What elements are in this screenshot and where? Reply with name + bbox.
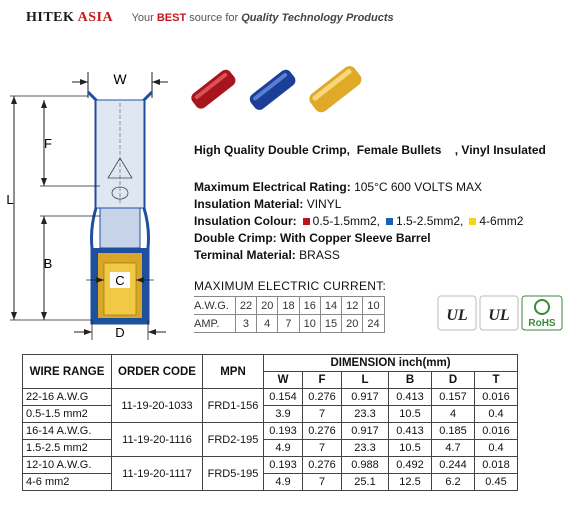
- col-mpn: MPN: [203, 355, 264, 389]
- dim-mm-value: 10.5: [389, 440, 432, 457]
- current-table: [194, 296, 385, 333]
- mpn: FRD2-195: [203, 423, 264, 457]
- table-row: [23, 474, 518, 491]
- dim-mm-value: 0.4: [475, 406, 518, 423]
- dim-mm-value: 7: [303, 474, 342, 491]
- red-swatch: [303, 218, 310, 225]
- dim-inch-value: 0.016: [475, 389, 518, 406]
- dim-mm-value: 0.4: [475, 440, 518, 457]
- spec-terminal: Terminal Material: BRASS: [194, 248, 340, 262]
- spec-rating: Maximum Electrical Rating: 105°C 600 VOLTS MAX: [194, 180, 483, 194]
- dim-inch-value: 0.018: [475, 457, 518, 474]
- tagline: Your BEST source for Quality Technology Products: [131, 12, 394, 24]
- dim-mm-value: 4.7: [432, 440, 475, 457]
- col-wire-range: WIRE RANGE: [23, 355, 112, 389]
- label-w: W: [113, 71, 127, 87]
- table-row: [23, 457, 518, 474]
- spec-colour: Insulation Colour: 0.5-1.5mm2, 1.5-2.5mm2, 4-6mm2: [194, 214, 524, 228]
- dimension-drawing: [0, 58, 170, 348]
- label-b: B: [43, 256, 53, 271]
- cul-logo: [480, 296, 518, 330]
- wire-range-awg: 12-10 A.W.G.: [23, 457, 112, 474]
- dim-inch-value: 0.413: [389, 423, 432, 440]
- spec-crimp: Double Crimp: With Copper Sleeve Barrel: [194, 231, 431, 245]
- table-row: [23, 389, 518, 406]
- dim-inch-value: 0.276: [303, 457, 342, 474]
- dim-inch-value: 0.988: [342, 457, 389, 474]
- wire-range-awg: 16-14 A.W.G.: [23, 423, 112, 440]
- spec-list: [194, 179, 523, 264]
- col-dimension: DIMENSION inch(mm): [264, 355, 518, 372]
- dim-inch-value: 0.185: [432, 423, 475, 440]
- dim-mm-value: 7: [303, 406, 342, 423]
- label-f: F: [44, 136, 52, 151]
- svg-text:UL: UL: [488, 307, 510, 324]
- order-code: 11-19-20-1033: [112, 389, 203, 423]
- dim-col-w: W: [264, 372, 303, 389]
- order-code: 11-19-20-1117: [112, 457, 203, 491]
- dim-inch-value: 0.917: [342, 389, 389, 406]
- dim-mm-value: 3.9: [264, 406, 303, 423]
- page-header: [26, 8, 394, 26]
- yellow-swatch: [469, 218, 476, 225]
- wire-range-mm: 4-6 mm2: [23, 474, 112, 491]
- dim-inch-value: 0.413: [389, 389, 432, 406]
- dim-inch-value: 0.917: [342, 423, 389, 440]
- mpn: FRD1-156: [203, 389, 264, 423]
- dim-mm-value: 23.3: [342, 406, 389, 423]
- dim-inch-value: 0.492: [389, 457, 432, 474]
- dim-inch-value: 0.157: [432, 389, 475, 406]
- table-row: [23, 406, 518, 423]
- dim-col-f: F: [303, 372, 342, 389]
- current-title: MAXIMUM ELECTRIC CURRENT:: [194, 279, 387, 293]
- label-l: L: [6, 192, 14, 207]
- blue-swatch: [386, 218, 393, 225]
- dim-header-row-1: [23, 355, 518, 372]
- dim-inch-value: 0.154: [264, 389, 303, 406]
- dim-mm-value: 25.1: [342, 474, 389, 491]
- dim-col-d: D: [432, 372, 475, 389]
- spec-material: Insulation Material: VINYL: [194, 197, 342, 211]
- dim-mm-value: 10.5: [389, 406, 432, 423]
- dimension-table: [22, 354, 518, 491]
- dim-inch-value: 0.244: [432, 457, 475, 474]
- blue-connector: [247, 67, 297, 112]
- wire-range-mm: 0.5-1.5 mm2: [23, 406, 112, 423]
- dim-mm-value: 23.3: [342, 440, 389, 457]
- dim-inch-value: 0.276: [303, 389, 342, 406]
- amp-row: AMP. 3 4 7 10 15 20 24: [194, 315, 384, 333]
- dim-mm-value: 4: [432, 406, 475, 423]
- product-photo: [186, 60, 376, 120]
- table-row: [23, 440, 518, 457]
- col-order-code: ORDER CODE: [112, 355, 203, 389]
- product-title: High Quality Double Crimp, Female Bullets , Vinyl Insulated: [194, 143, 546, 157]
- dim-inch-value: 0.193: [264, 423, 303, 440]
- dim-mm-value: 4.9: [264, 440, 303, 457]
- wire-range-mm: 1.5-2.5 mm2: [23, 440, 112, 457]
- dim-mm-value: 4.9: [264, 474, 303, 491]
- dim-mm-value: 12.5: [389, 474, 432, 491]
- mpn: FRD5-195: [203, 457, 264, 491]
- svg-text:UL: UL: [446, 307, 468, 324]
- dim-inch-value: 0.193: [264, 457, 303, 474]
- yellow-connector: [307, 63, 365, 115]
- dim-col-l: L: [342, 372, 389, 389]
- dim-inch-value: 0.276: [303, 423, 342, 440]
- dim-col-b: B: [389, 372, 432, 389]
- dim-inch-value: 0.016: [475, 423, 518, 440]
- certification-logos: [436, 290, 566, 336]
- ul-logo: [438, 296, 476, 330]
- awg-row: A.W.G. 22 20 18 16 14 12 10: [194, 297, 384, 315]
- order-code: 11-19-20-1116: [112, 423, 203, 457]
- table-row: [23, 423, 518, 440]
- dim-col-t: T: [475, 372, 518, 389]
- svg-text:RoHS: RoHS: [528, 318, 556, 329]
- brand-logo: HITEK ASIA: [26, 10, 114, 25]
- dim-mm-value: 6.2: [432, 474, 475, 491]
- rohs-logo: [522, 296, 562, 330]
- label-c: C: [115, 273, 125, 288]
- red-connector: [189, 67, 238, 111]
- label-d: D: [115, 325, 125, 340]
- dim-mm-value: 7: [303, 440, 342, 457]
- dim-mm-value: 0.45: [475, 474, 518, 491]
- wire-range-awg: 22-16 A.W.G: [23, 389, 112, 406]
